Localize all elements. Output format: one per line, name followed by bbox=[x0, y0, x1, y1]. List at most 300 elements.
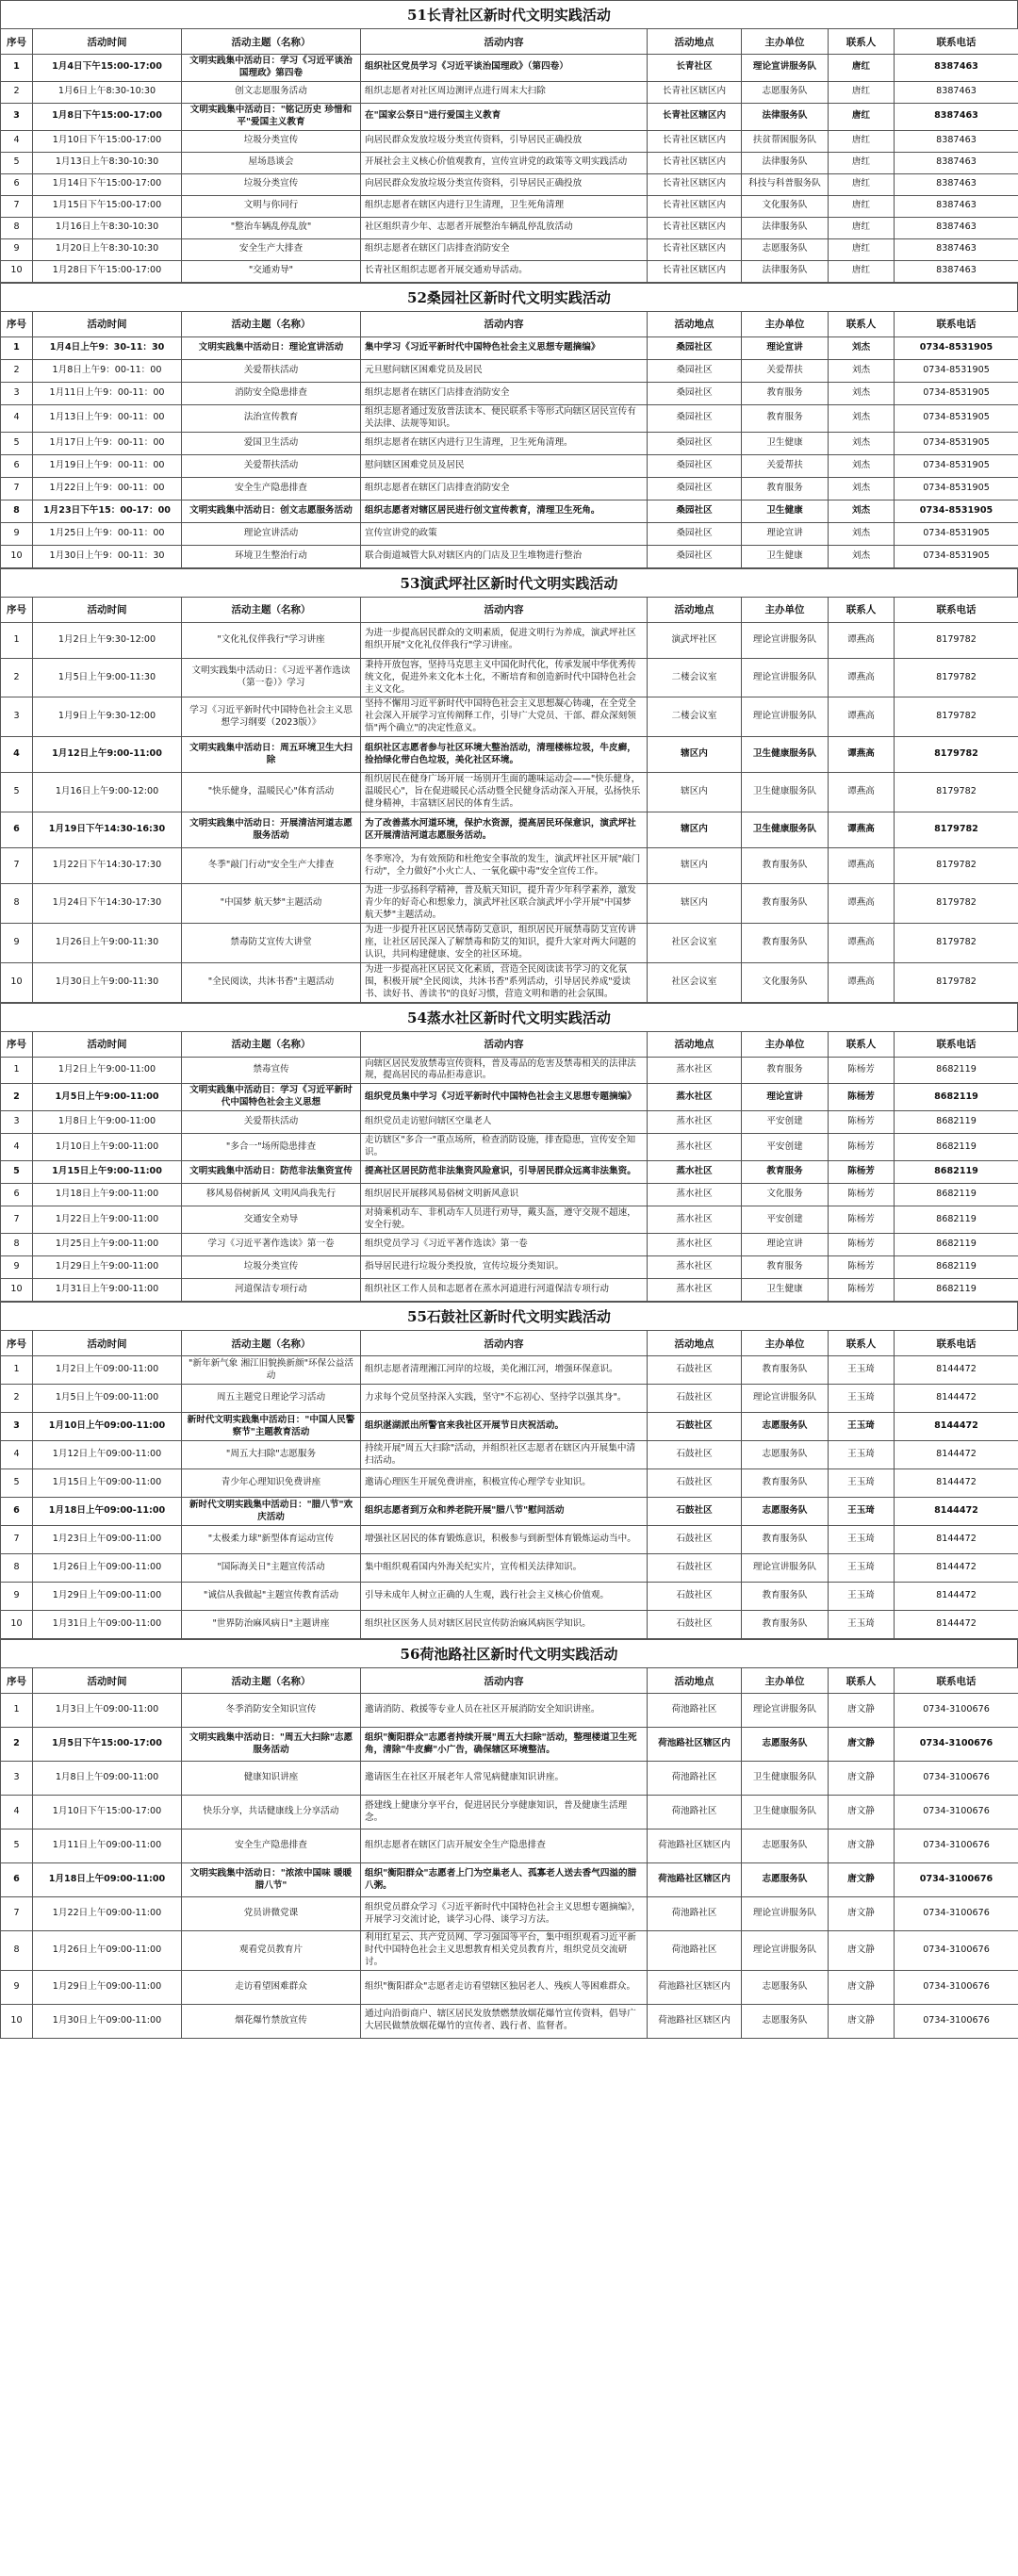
cell-time: 1月26日上午09:00-11:00 bbox=[33, 1931, 182, 1971]
community-section bbox=[0, 0, 1018, 283]
cell-place: 蒸水社区 bbox=[648, 1279, 742, 1302]
cell-no: 3 bbox=[1, 1762, 33, 1796]
header-content: 活动内容 bbox=[361, 1031, 648, 1057]
community-section bbox=[0, 283, 1018, 568]
cell-org: 平安创建 bbox=[742, 1111, 829, 1134]
header-org: 主办单位 bbox=[742, 29, 829, 55]
table-row bbox=[1, 195, 1018, 217]
section-title: 55石鼓社区新时代文明实践活动 bbox=[0, 1302, 1018, 1330]
cell-contact: 唐红 bbox=[829, 103, 895, 130]
cell-no: 9 bbox=[1, 923, 33, 962]
cell-content: 组织志愿者在辖区门店开展安全生产隐患排查 bbox=[361, 1829, 648, 1863]
header-no: 序号 bbox=[1, 29, 33, 55]
cell-phone: 0734-8531905 bbox=[895, 522, 1018, 545]
cell-contact: 唐文静 bbox=[829, 1762, 895, 1796]
header-contact: 联系人 bbox=[829, 597, 895, 622]
cell-no: 8 bbox=[1, 500, 33, 522]
cell-org: 平安创建 bbox=[742, 1134, 829, 1161]
cell-phone: 0734-8531905 bbox=[895, 432, 1018, 454]
cell-content: 走访辖区"多合一"重点场所，检查消防设施，排查隐患，宣传安全知识。 bbox=[361, 1134, 648, 1161]
cell-place: 桑园社区 bbox=[648, 477, 742, 500]
cell-content: 集中学习《习近平新时代中国特色社会主义思想专题摘编》 bbox=[361, 336, 648, 359]
cell-no: 8 bbox=[1, 1554, 33, 1583]
cell-time: 1月5日上午09:00-11:00 bbox=[33, 1385, 182, 1413]
header-contact: 联系人 bbox=[829, 311, 895, 336]
cell-place: 荷池路社区 bbox=[648, 1796, 742, 1829]
header-phone: 联系电话 bbox=[895, 1331, 1018, 1356]
cell-phone: 8682119 bbox=[895, 1084, 1018, 1111]
cell-time: 1月16日上午9:00-12:00 bbox=[33, 773, 182, 812]
cell-content: 提高社区居民防范非法集资风险意识，引导居民群众远离非法集资。 bbox=[361, 1161, 648, 1184]
cell-place: 蒸水社区 bbox=[648, 1134, 742, 1161]
cell-org: 教育服务队 bbox=[742, 1469, 829, 1498]
cell-no: 2 bbox=[1, 1728, 33, 1762]
cell-theme: 文明实践集中活动日：理论宣讲活动 bbox=[182, 336, 361, 359]
cell-phone: 8682119 bbox=[895, 1184, 1018, 1206]
table-row bbox=[1, 1161, 1018, 1184]
header-time: 活动时间 bbox=[33, 1031, 182, 1057]
cell-place: 荷池路社区辖区内 bbox=[648, 1829, 742, 1863]
cell-no: 2 bbox=[1, 658, 33, 697]
table-row bbox=[1, 1279, 1018, 1302]
header-org: 主办单位 bbox=[742, 311, 829, 336]
cell-no: 9 bbox=[1, 1583, 33, 1611]
cell-place: 石鼓社区 bbox=[648, 1385, 742, 1413]
cell-phone: 8144472 bbox=[895, 1526, 1018, 1554]
cell-content: 为进一步提升社区居民禁毒防艾意识，组织居民开展禁毒防艾宣传讲座，让社区居民深入了解禁毒和防艾的知识，提升大家对两大问题的认识，共同构建健康、安全的社区环境。 bbox=[361, 923, 648, 962]
activity-table bbox=[0, 1667, 1018, 2039]
cell-content: 组织湛湖派出所警官来我社区开展节日庆祝活动。 bbox=[361, 1413, 648, 1441]
cell-content: 邀请消防、救援等专业人员在社区开展消防安全知识讲座。 bbox=[361, 1694, 648, 1728]
cell-phone: 8387463 bbox=[895, 238, 1018, 260]
cell-theme: 冬季消防安全知识宣传 bbox=[182, 1694, 361, 1728]
cell-contact: 刘杰 bbox=[829, 359, 895, 382]
cell-phone: 8144472 bbox=[895, 1611, 1018, 1639]
header-contact: 联系人 bbox=[829, 1331, 895, 1356]
cell-content: 组织志愿者在辖区内进行卫生清理，卫生死角清理 bbox=[361, 195, 648, 217]
cell-phone: 8179782 bbox=[895, 658, 1018, 697]
table-row bbox=[1, 336, 1018, 359]
cell-contact: 刘杰 bbox=[829, 454, 895, 477]
cell-content: 组织志愿者在辖区内进行卫生清理，卫生死角清理。 bbox=[361, 432, 648, 454]
table-row bbox=[1, 658, 1018, 697]
cell-time: 1月25日上午9：00-11：00 bbox=[33, 522, 182, 545]
cell-no: 1 bbox=[1, 1694, 33, 1728]
cell-org: 理论宣讲服务队 bbox=[742, 1554, 829, 1583]
activity-table bbox=[0, 1031, 1018, 1303]
cell-org: 卫生健康 bbox=[742, 500, 829, 522]
cell-time: 1月8日上午9：00-11：00 bbox=[33, 359, 182, 382]
cell-contact: 陈杨芳 bbox=[829, 1279, 895, 1302]
cell-phone: 8179782 bbox=[895, 697, 1018, 737]
cell-place: 演武坪社区 bbox=[648, 622, 742, 658]
cell-time: 1月13日上午8:30-10:30 bbox=[33, 152, 182, 173]
cell-contact: 唐文静 bbox=[829, 1931, 895, 1971]
cell-no: 10 bbox=[1, 260, 33, 282]
cell-phone: 8179782 bbox=[895, 923, 1018, 962]
cell-place: 石鼓社区 bbox=[648, 1583, 742, 1611]
cell-phone: 0734-3100676 bbox=[895, 2004, 1018, 2038]
cell-phone: 8179782 bbox=[895, 884, 1018, 924]
table-row bbox=[1, 1498, 1018, 1526]
cell-phone: 0734-3100676 bbox=[895, 1970, 1018, 2004]
table-row bbox=[1, 1611, 1018, 1639]
cell-content: 组织党员学习《习近平著作选读》第一卷 bbox=[361, 1234, 648, 1256]
cell-time: 1月5日上午9:00-11:00 bbox=[33, 1084, 182, 1111]
cell-content: 秉持开放包容，坚持马克思主义中国化时代化，传承发展中华优秀传统文化，促进外来文化本土化，不断培育和创造新时代中国特色社会主义文化。 bbox=[361, 658, 648, 697]
cell-content: 组织社区工作人员和志愿者在蒸水河道进行河道保洁专项行动 bbox=[361, 1279, 648, 1302]
cell-no: 3 bbox=[1, 103, 33, 130]
table-row bbox=[1, 1184, 1018, 1206]
cell-place: 荷池路社区辖区内 bbox=[648, 2004, 742, 2038]
cell-phone: 0734-8531905 bbox=[895, 336, 1018, 359]
table-row bbox=[1, 1256, 1018, 1279]
cell-phone: 8387463 bbox=[895, 130, 1018, 152]
cell-no: 2 bbox=[1, 1084, 33, 1111]
cell-content: 为了改善蒸水河道环境，保护水资源，提高居民环保意识，演武坪社区开展清洁河道志愿服务活动。 bbox=[361, 812, 648, 848]
table-row bbox=[1, 773, 1018, 812]
cell-theme: 河道保洁专项行动 bbox=[182, 1279, 361, 1302]
cell-org: 理论宣讲服务队 bbox=[742, 55, 829, 82]
cell-theme: "整治车辆乱停乱放" bbox=[182, 217, 361, 238]
table-row bbox=[1, 477, 1018, 500]
cell-contact: 谭燕高 bbox=[829, 697, 895, 737]
table-row bbox=[1, 404, 1018, 432]
cell-content: 组织社区志愿者参与社区环境大整治活动，清理楼栋垃圾，牛皮癣，捡拾绿化带白色垃圾，美化社区环境。 bbox=[361, 737, 648, 773]
cell-content: 组织党员群众学习《习近平新时代中国特色社会主义思想专题摘编》，开展学习交流讨论，谈学习心得、谈学习方法。 bbox=[361, 1897, 648, 1931]
cell-contact: 刘杰 bbox=[829, 522, 895, 545]
table-header-row bbox=[1, 1331, 1018, 1356]
cell-no: 6 bbox=[1, 173, 33, 195]
header-phone: 联系电话 bbox=[895, 311, 1018, 336]
cell-contact: 陈杨芳 bbox=[829, 1184, 895, 1206]
header-org: 主办单位 bbox=[742, 1668, 829, 1694]
cell-phone: 8387463 bbox=[895, 55, 1018, 82]
cell-phone: 8682119 bbox=[895, 1234, 1018, 1256]
cell-content: 组织志愿者清理湘江河岸的垃圾，美化湘江河，增强环保意识。 bbox=[361, 1356, 648, 1385]
cell-time: 1月24日下午14:30-17:30 bbox=[33, 884, 182, 924]
cell-no: 7 bbox=[1, 848, 33, 884]
cell-content: 长青社区组织志愿者开展交通劝导活动。 bbox=[361, 260, 648, 282]
cell-time: 1月11日上午09:00-11:00 bbox=[33, 1829, 182, 1863]
cell-contact: 刘杰 bbox=[829, 545, 895, 567]
header-no: 序号 bbox=[1, 1331, 33, 1356]
cell-theme: 新时代文明实践集中活动日："中国人民警察节"主题教育活动 bbox=[182, 1413, 361, 1441]
cell-contact: 唐文静 bbox=[829, 1897, 895, 1931]
cell-theme: 安全生产隐患排查 bbox=[182, 477, 361, 500]
cell-no: 4 bbox=[1, 1441, 33, 1469]
cell-time: 1月20日上午8:30-10:30 bbox=[33, 238, 182, 260]
cell-time: 1月15日上午9:00-11:00 bbox=[33, 1161, 182, 1184]
cell-no: 6 bbox=[1, 454, 33, 477]
section-title: 53演武坪社区新时代文明实践活动 bbox=[0, 568, 1018, 597]
cell-no: 4 bbox=[1, 1134, 33, 1161]
table-row bbox=[1, 1057, 1018, 1084]
cell-phone: 0734-3100676 bbox=[895, 1728, 1018, 1762]
table-row bbox=[1, 1554, 1018, 1583]
community-section bbox=[0, 568, 1018, 1003]
cell-org: 卫生健康 bbox=[742, 432, 829, 454]
cell-place: 石鼓社区 bbox=[648, 1413, 742, 1441]
cell-contact: 王玉琦 bbox=[829, 1356, 895, 1385]
cell-place: 长青社区 bbox=[648, 55, 742, 82]
cell-time: 1月2日上午09:00-11:00 bbox=[33, 1356, 182, 1385]
cell-time: 1月5日下午15:00-17:00 bbox=[33, 1728, 182, 1762]
cell-place: 长青社区辖区内 bbox=[648, 103, 742, 130]
cell-phone: 0734-8531905 bbox=[895, 477, 1018, 500]
cell-org: 卫生健康服务队 bbox=[742, 1796, 829, 1829]
cell-org: 教育服务队 bbox=[742, 1526, 829, 1554]
cell-time: 1月3日上午09:00-11:00 bbox=[33, 1694, 182, 1728]
cell-place: 石鼓社区 bbox=[648, 1441, 742, 1469]
cell-contact: 刘杰 bbox=[829, 500, 895, 522]
cell-place: 蒸水社区 bbox=[648, 1256, 742, 1279]
cell-content: 组织党员集中学习《习近平新时代中国特色社会主义思想专题摘编》 bbox=[361, 1084, 648, 1111]
table-row bbox=[1, 2004, 1018, 2038]
cell-time: 1月4日下午15:00-17:00 bbox=[33, 55, 182, 82]
table-row bbox=[1, 1469, 1018, 1498]
cell-no: 7 bbox=[1, 195, 33, 217]
cell-contact: 唐文静 bbox=[829, 1694, 895, 1728]
cell-contact: 陈杨芳 bbox=[829, 1234, 895, 1256]
cell-org: 志愿服务队 bbox=[742, 1728, 829, 1762]
cell-place: 辖区内 bbox=[648, 848, 742, 884]
section-title: 56荷池路社区新时代文明实践活动 bbox=[0, 1639, 1018, 1667]
table-row bbox=[1, 55, 1018, 82]
cell-no: 1 bbox=[1, 622, 33, 658]
cell-place: 社区会议室 bbox=[648, 962, 742, 1002]
cell-time: 1月10日下午15:00-17:00 bbox=[33, 130, 182, 152]
cell-time: 1月29日上午9:00-11:00 bbox=[33, 1256, 182, 1279]
cell-theme: 禁毒宣传 bbox=[182, 1057, 361, 1084]
cell-theme: "快乐健身，温暖民心"体育活动 bbox=[182, 773, 361, 812]
cell-time: 1月22日上午9:00-11:00 bbox=[33, 1206, 182, 1234]
cell-phone: 0734-8531905 bbox=[895, 404, 1018, 432]
cell-org: 卫生健康服务队 bbox=[742, 1762, 829, 1796]
cell-no: 3 bbox=[1, 1111, 33, 1134]
cell-place: 荷池路社区 bbox=[648, 1694, 742, 1728]
cell-place: 辖区内 bbox=[648, 812, 742, 848]
cell-theme: 新时代文明实践集中活动日："腊八节"欢庆活动 bbox=[182, 1498, 361, 1526]
cell-no: 4 bbox=[1, 1796, 33, 1829]
cell-time: 1月17日上午9：00-11：00 bbox=[33, 432, 182, 454]
cell-contact: 王玉琦 bbox=[829, 1498, 895, 1526]
section-title: 54蒸水社区新时代文明实践活动 bbox=[0, 1003, 1018, 1031]
cell-theme: 文明实践集中活动日：学习《习近平谈治国理政》第四卷 bbox=[182, 55, 361, 82]
cell-place: 长青社区辖区内 bbox=[648, 195, 742, 217]
cell-contact: 唐红 bbox=[829, 55, 895, 82]
cell-contact: 谭燕高 bbox=[829, 923, 895, 962]
cell-no: 9 bbox=[1, 1970, 33, 2004]
cell-contact: 谭燕高 bbox=[829, 848, 895, 884]
cell-theme: 创文志愿服务活动 bbox=[182, 81, 361, 103]
header-org: 主办单位 bbox=[742, 597, 829, 622]
cell-phone: 8179782 bbox=[895, 848, 1018, 884]
cell-time: 1月19日下午14:30-16:30 bbox=[33, 812, 182, 848]
table-row bbox=[1, 1134, 1018, 1161]
header-place: 活动地点 bbox=[648, 1331, 742, 1356]
cell-time: 1月22日上午9：00-11：00 bbox=[33, 477, 182, 500]
cell-contact: 谭燕高 bbox=[829, 812, 895, 848]
cell-no: 5 bbox=[1, 773, 33, 812]
cell-place: 桑园社区 bbox=[648, 404, 742, 432]
cell-contact: 唐文静 bbox=[829, 1728, 895, 1762]
table-row bbox=[1, 152, 1018, 173]
cell-contact: 唐红 bbox=[829, 260, 895, 282]
cell-phone: 8144472 bbox=[895, 1498, 1018, 1526]
cell-place: 蒸水社区 bbox=[648, 1184, 742, 1206]
cell-phone: 8387463 bbox=[895, 195, 1018, 217]
cell-phone: 0734-8531905 bbox=[895, 500, 1018, 522]
cell-content: 指导居民进行垃圾分类投放，宣传垃圾分类知识。 bbox=[361, 1256, 648, 1279]
cell-no: 2 bbox=[1, 81, 33, 103]
cell-contact: 唐红 bbox=[829, 152, 895, 173]
cell-place: 石鼓社区 bbox=[648, 1356, 742, 1385]
cell-content: 开展社会主义核心价值观教育，宣传宣讲党的政策等文明实践活动 bbox=[361, 152, 648, 173]
cell-contact: 王玉琦 bbox=[829, 1413, 895, 1441]
cell-theme: 健康知识讲座 bbox=[182, 1762, 361, 1796]
cell-theme: 快乐分享，共话健康线上分享活动 bbox=[182, 1796, 361, 1829]
cell-time: 1月10日下午15:00-17:00 bbox=[33, 1796, 182, 1829]
cell-org: 理论宣讲服务队 bbox=[742, 658, 829, 697]
cell-time: 1月18日上午9:00-11:00 bbox=[33, 1184, 182, 1206]
header-theme: 活动主题（名称） bbox=[182, 1668, 361, 1694]
cell-theme: 环境卫生整治行动 bbox=[182, 545, 361, 567]
cell-org: 关爱帮扶 bbox=[742, 359, 829, 382]
cell-no: 2 bbox=[1, 1385, 33, 1413]
cell-org: 志愿服务队 bbox=[742, 81, 829, 103]
table-row bbox=[1, 1084, 1018, 1111]
cell-content: 组织志愿者通过发放普法读本、便民联系卡等形式向辖区居民宣传有关法律、法规等知识。 bbox=[361, 404, 648, 432]
cell-contact: 陈杨芳 bbox=[829, 1057, 895, 1084]
cell-time: 1月23日下午15：00-17：00 bbox=[33, 500, 182, 522]
header-contact: 联系人 bbox=[829, 1668, 895, 1694]
cell-time: 1月16日上午8:30-10:30 bbox=[33, 217, 182, 238]
table-row bbox=[1, 1694, 1018, 1728]
cell-phone: 8682119 bbox=[895, 1057, 1018, 1084]
header-content: 活动内容 bbox=[361, 597, 648, 622]
cell-time: 1月2日上午9:30-12:00 bbox=[33, 622, 182, 658]
cell-phone: 0734-8531905 bbox=[895, 382, 1018, 404]
cell-org: 卫生健康服务队 bbox=[742, 773, 829, 812]
cell-theme: "全民阅读，共沐书香"主题活动 bbox=[182, 962, 361, 1002]
cell-contact: 王玉琦 bbox=[829, 1611, 895, 1639]
header-theme: 活动主题（名称） bbox=[182, 1031, 361, 1057]
cell-no: 3 bbox=[1, 697, 33, 737]
section-title: 51长青社区新时代文明实践活动 bbox=[0, 0, 1018, 28]
cell-no: 4 bbox=[1, 404, 33, 432]
cell-phone: 8682119 bbox=[895, 1111, 1018, 1134]
cell-place: 石鼓社区 bbox=[648, 1526, 742, 1554]
cell-content: 集中组织观看国内外海关纪实片，宣传相关法律知识。 bbox=[361, 1554, 648, 1583]
cell-phone: 8682119 bbox=[895, 1161, 1018, 1184]
cell-content: 力求每个党员坚持深入实践，坚守"不忘初心、坚持学以强其身"。 bbox=[361, 1385, 648, 1413]
cell-theme: 文明实践集中活动日：防范非法集资宣传 bbox=[182, 1161, 361, 1184]
cell-content: 组织居民在健身广场开展一场别开生面的趣味运动会——"快乐健身，温暖民心"，旨在促进暖民心活动暨全民健身活动深入开展，弘扬快乐健身精神，丰富辖区居民的体育生活。 bbox=[361, 773, 648, 812]
cell-contact: 谭燕高 bbox=[829, 884, 895, 924]
cell-time: 1月18日上午09:00-11:00 bbox=[33, 1498, 182, 1526]
cell-content: 组织志愿者到万众和养老院开展"腊八节"慰问活动 bbox=[361, 1498, 648, 1526]
cell-no: 7 bbox=[1, 1206, 33, 1234]
cell-theme: 周五主题党日理论学习活动 bbox=[182, 1385, 361, 1413]
cell-theme: 观看党员教育片 bbox=[182, 1931, 361, 1971]
activity-table bbox=[0, 311, 1018, 568]
header-time: 活动时间 bbox=[33, 1668, 182, 1694]
cell-org: 文化服务队 bbox=[742, 962, 829, 1002]
cell-contact: 唐文静 bbox=[829, 1829, 895, 1863]
cell-no: 9 bbox=[1, 522, 33, 545]
cell-place: 蒸水社区 bbox=[648, 1161, 742, 1184]
cell-contact: 唐文静 bbox=[829, 1796, 895, 1829]
cell-time: 1月2日上午9:00-11:00 bbox=[33, 1057, 182, 1084]
table-header-row bbox=[1, 29, 1018, 55]
cell-no: 10 bbox=[1, 2004, 33, 2038]
cell-place: 荷池路社区 bbox=[648, 1762, 742, 1796]
cell-time: 1月12日上午09:00-11:00 bbox=[33, 1441, 182, 1469]
cell-theme: 交通安全劝导 bbox=[182, 1206, 361, 1234]
cell-no: 8 bbox=[1, 217, 33, 238]
cell-theme: "新年新气象 湘江旧貌换新颜"环保公益活动 bbox=[182, 1356, 361, 1385]
cell-content: 引导未成年人树立正确的人生观，践行社会主义核心价值观。 bbox=[361, 1583, 648, 1611]
table-row bbox=[1, 697, 1018, 737]
header-no: 序号 bbox=[1, 1031, 33, 1057]
cell-contact: 刘杰 bbox=[829, 382, 895, 404]
header-content: 活动内容 bbox=[361, 29, 648, 55]
cell-theme: "多合一"场所隐患排查 bbox=[182, 1134, 361, 1161]
cell-phone: 8144472 bbox=[895, 1441, 1018, 1469]
cell-no: 8 bbox=[1, 1931, 33, 1971]
cell-phone: 0734-3100676 bbox=[895, 1897, 1018, 1931]
cell-theme: 走访看望困难群众 bbox=[182, 1970, 361, 2004]
cell-place: 荷池路社区辖区内 bbox=[648, 1863, 742, 1897]
cell-no: 6 bbox=[1, 1863, 33, 1897]
cell-org: 教育服务队 bbox=[742, 1583, 829, 1611]
table-row bbox=[1, 359, 1018, 382]
cell-contact: 谭燕高 bbox=[829, 773, 895, 812]
table-row bbox=[1, 382, 1018, 404]
cell-place: 蒸水社区 bbox=[648, 1234, 742, 1256]
cell-content: 组织社区医务人员对辖区居民宣传防治麻风病医学知识。 bbox=[361, 1611, 648, 1639]
cell-org: 教育服务队 bbox=[742, 1356, 829, 1385]
cell-phone: 8179782 bbox=[895, 773, 1018, 812]
cell-theme: 文明与你同行 bbox=[182, 195, 361, 217]
cell-phone: 0734-3100676 bbox=[895, 1694, 1018, 1728]
cell-content: 坚持不懈用习近平新时代中国特色社会主义思想凝心铸魂，在全党全社会深入开展学习宣传阐释工作，引导广大党员、干部、群众深刻领悟"两个确立"的决定性意义。 bbox=[361, 697, 648, 737]
cell-theme: 冬季"敲门行动"安全生产大排查 bbox=[182, 848, 361, 884]
cell-no: 9 bbox=[1, 238, 33, 260]
cell-place: 桑园社区 bbox=[648, 500, 742, 522]
cell-content: 组织居民开展移风易俗树文明新风意识 bbox=[361, 1184, 648, 1206]
cell-phone: 8179782 bbox=[895, 812, 1018, 848]
cell-time: 1月31日上午9:00-11:00 bbox=[33, 1279, 182, 1302]
table-header-row bbox=[1, 1668, 1018, 1694]
cell-org: 理论宣讲服务队 bbox=[742, 1694, 829, 1728]
cell-time: 1月18日上午09:00-11:00 bbox=[33, 1863, 182, 1897]
cell-org: 理论宣讲 bbox=[742, 336, 829, 359]
cell-content: 组织"衡阳群众"志愿者持续开展"周五大扫除"活动，整理楼道卫生死角，清除"牛皮癣"小广告，确保辖区环境整洁。 bbox=[361, 1728, 648, 1762]
cell-place: 石鼓社区 bbox=[648, 1469, 742, 1498]
cell-content: 冬季寒冷，为有效预防和杜绝安全事故的发生，演武坪社区开展"敲门行动"，全力做好"小火亡人、一氧化碳中毒"安全宣传工作。 bbox=[361, 848, 648, 884]
cell-place: 荷池路社区辖区内 bbox=[648, 1970, 742, 2004]
cell-time: 1月12日上午9:00-11:00 bbox=[33, 737, 182, 773]
cell-contact: 谭燕高 bbox=[829, 658, 895, 697]
cell-time: 1月29日上午09:00-11:00 bbox=[33, 1970, 182, 2004]
cell-time: 1月4日上午9：30-11：30 bbox=[33, 336, 182, 359]
cell-contact: 陈杨芳 bbox=[829, 1206, 895, 1234]
cell-phone: 0734-3100676 bbox=[895, 1931, 1018, 1971]
table-row bbox=[1, 1970, 1018, 2004]
cell-content: 通过向沿街商户、辖区居民发放禁燃禁放烟花爆竹宣传资料，倡导广大居民做禁放烟花爆竹的宣传者、践行者、监督者。 bbox=[361, 2004, 648, 2038]
